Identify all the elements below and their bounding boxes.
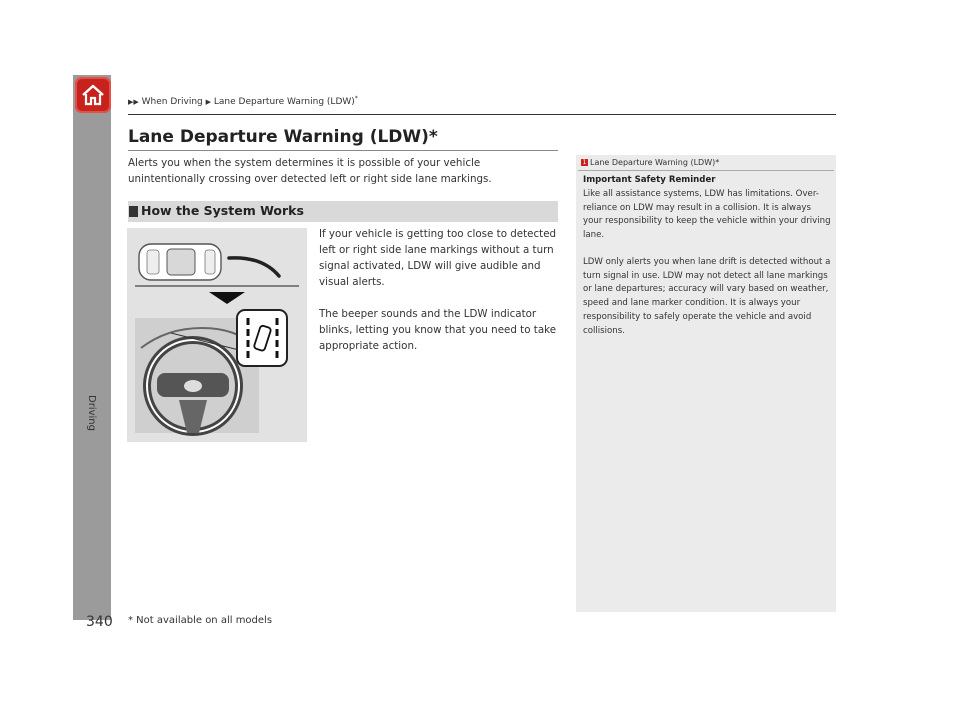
- sidebar-note: [576, 155, 836, 612]
- header-rule: [128, 114, 836, 115]
- drift-arrow-icon: [229, 258, 279, 276]
- home-icon: [80, 82, 106, 108]
- home-button[interactable]: [75, 77, 111, 113]
- body-paragraph: If your vehicle is getting too close to detected left or right side lane markings without a turn signal activated, LDW will give audible and visual alerts.: [319, 228, 557, 288]
- sidebar-strong: Important Safety Reminder: [583, 175, 716, 185]
- breadcrumb-arrow-icon: ▶: [205, 98, 212, 106]
- sidebar-rule: [578, 170, 834, 171]
- sidebar-marker-icon: 1: [582, 159, 587, 166]
- breadcrumb-item-ldw[interactable]: Lane Departure Warning (LDW): [213, 97, 355, 107]
- sidebar-paragraph: LDW only alerts you when lane drift is detected without a turn signal in use. LDW may not detect all lane markings or lane departures; accuracy will vary based on weather, speed and lane marker condition. It is always your responsibility to safely operate the vehicle and avoid collisions.: [583, 257, 831, 336]
- section-square-icon: [129, 206, 138, 217]
- breadcrumb-arrow-icon: ▶▶: [128, 98, 139, 106]
- side-tab: [73, 75, 111, 620]
- sidebar-heading-text: Lane Departure Warning (LDW)*: [590, 158, 720, 167]
- page-title: Lane Departure Warning (LDW)*: [128, 127, 438, 147]
- down-arrow-icon: [209, 292, 245, 304]
- body-paragraph: The beeper sounds and the LDW indicator blinks, letting you know that you need to take appropriate action.: [319, 308, 557, 352]
- ldw-illustration: [127, 228, 307, 442]
- side-tab-label: Driving: [86, 395, 97, 431]
- car-icon: [139, 244, 221, 280]
- section-heading-text: How the System Works: [141, 203, 304, 218]
- footnote: * Not available on all models: [128, 615, 273, 626]
- breadcrumb-item-when-driving[interactable]: When Driving: [141, 97, 203, 107]
- page-number: 340: [86, 614, 113, 630]
- section-heading: [128, 201, 558, 222]
- title-rule: [128, 150, 558, 151]
- intro-paragraph: Alerts you when the system determines it is possible of your vehicle unintentionally crossing over detected left or right side lane markings.: [128, 157, 492, 185]
- ldw-indicator-icon: [237, 310, 287, 366]
- body-text: [319, 226, 559, 370]
- breadcrumb-asterisk: *: [354, 95, 358, 102]
- sidebar-paragraph: Like all assistance systems, LDW has limitations. Over-reliance on LDW may result in a collision. It is always your responsibility to keep the vehicle within your driving lane.: [583, 189, 831, 241]
- breadcrumb: [128, 95, 358, 107]
- sidebar-heading: [581, 158, 719, 167]
